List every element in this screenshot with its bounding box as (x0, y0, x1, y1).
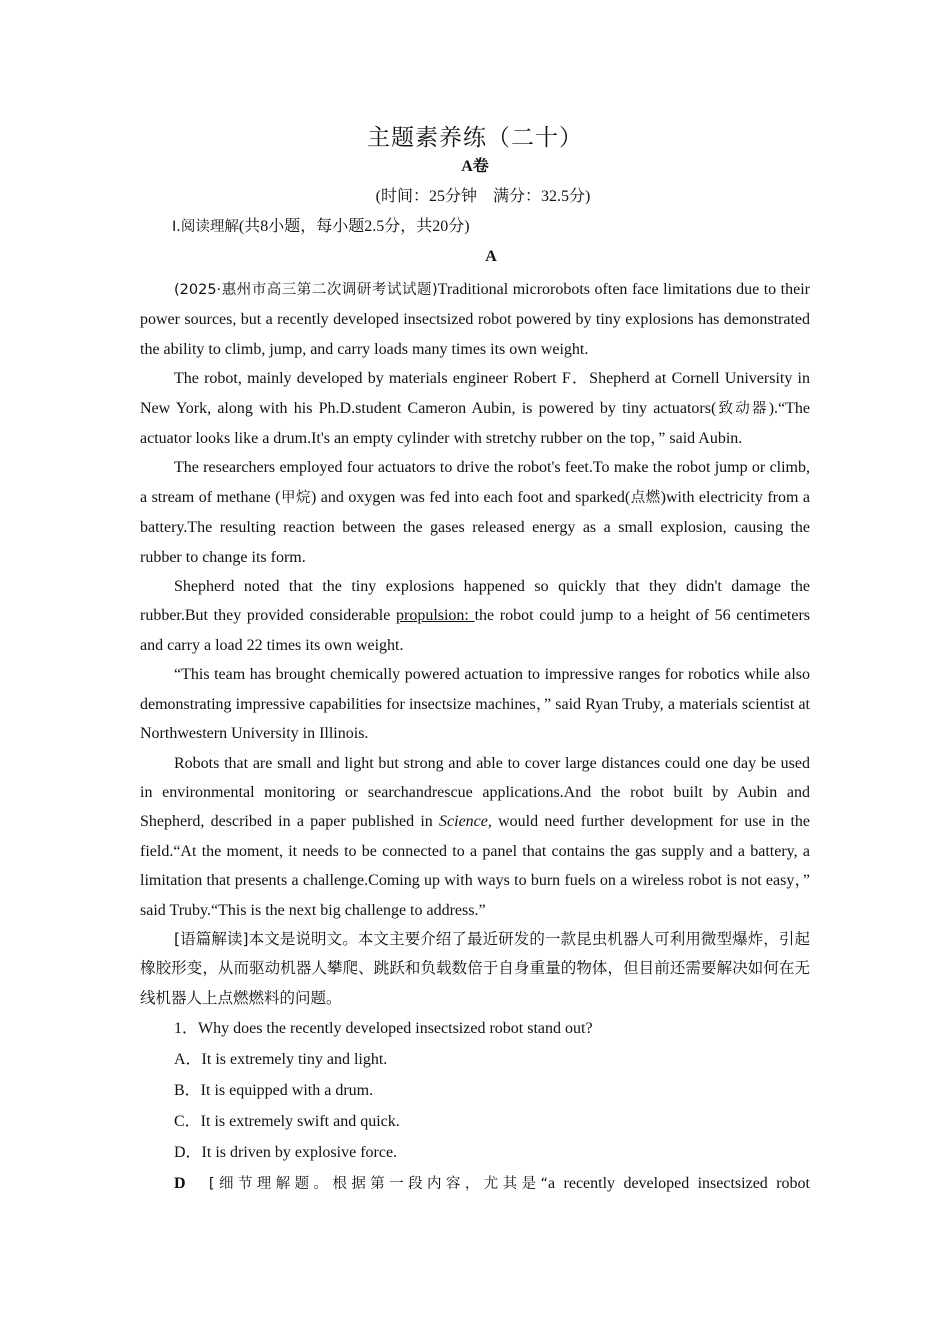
section-heading (140, 215, 810, 239)
paragraph-1-text: Traditional microrobots often face limitations due to their power sources, but a recently developed insectsized robot powered by tiny explosions has demonstrated the ability to climb, jump, and carry loads many times its own weight. (140, 281, 810, 358)
answer-explanation-en: a recently developed insectsized robot (548, 1175, 810, 1193)
time-and-score: (时间：25分钟 满分：32.5分) (375, 188, 591, 205)
paragraph-3-text-b: ) and oxygen was fed into each foot and sparked( (310, 488, 631, 506)
paragraph-4-text-a: Shepherd noted that the tiny explosions happened so quickly that they didn't damage the rubber.But they provided considerable (140, 578, 810, 625)
passage-paragraph-1 (140, 275, 810, 364)
paragraph-2-text-a: The robot, mainly developed by materials engineer Robert F．Shepherd at Cornell University in New York, along with his Ph.D.student Cameron Aubin, is powered by tiny actuators( (140, 370, 810, 417)
gloss-methane: 甲烷 (280, 489, 311, 506)
analysis-label: [语篇解读] (174, 929, 249, 948)
passage-paragraph-4 (140, 572, 810, 660)
underlined-word-propulsion: propulsion: (395, 607, 475, 625)
gloss-actuator: 致动器 (716, 400, 769, 417)
passage-paragraph-5: “This team has brought chemically powered actuation to impressive ranges for robotics while also demonstrating impressive capabilities for insectsize machines，” said Ryan Truby, a materials scientist at Northwestern University in Illinois. (140, 666, 810, 743)
section-detail: (共8小题，每小题2.5分，共20分) (238, 218, 470, 235)
page-title: 主题素养练（二十） (367, 125, 583, 151)
question-1-option-b: B．It is equipped with a drum. (174, 1082, 374, 1100)
passage-paragraph-3 (140, 453, 810, 572)
passage-paragraph-2 (140, 364, 810, 453)
volume-label: A卷 (461, 158, 489, 175)
paragraph-3-text-a: The researchers employed four actuators to drive the robot's feet.To make the robot jump or climb, a stream of methane ( (140, 459, 810, 506)
question-1-option-d: D．It is driven by explosive force. (174, 1144, 398, 1162)
question-1-option-a: A．It is extremely tiny and light. (174, 1051, 388, 1069)
gloss-sparked: 点燃 (630, 489, 661, 506)
paragraph-2-text-b: ).“The actuator looks like a drum.It's an empty cylinder with stretchy rubber on the top，” said Aubin. (140, 399, 811, 448)
section-label: Ⅰ.阅读理解 (172, 219, 239, 235)
paragraph-4-text-b: the robot could jump to a height of 56 centimeters and carry a load 22 times its own weight. (140, 607, 811, 654)
passage-source: (2025·惠州市高三第二次调研考试试题) (174, 282, 438, 298)
answer-explanation-cn: [细节理解题。根据第一段内容，尤其是“ (185, 1176, 548, 1193)
discourse-analysis (140, 925, 810, 1013)
passage-letter: A (485, 248, 497, 265)
paragraph-6-text-b: would need further development for use in the field.“At the moment, it needs to be connected to a panel that contains the gas supply and a battery, a limitation that presents a challenge.Coming up with ways to burn fuels on a wireless robot is not easy，” said Truby.“This is the next big challenge to address.” (140, 813, 810, 919)
question-1-option-c: C．It is extremely swift and quick. (174, 1113, 400, 1131)
journal-name: Science, (439, 813, 492, 831)
paragraph-6-text-a: Robots that are small and light but strong and able to cover large distances could one day be used in environmental monitoring or searchandrescue applications.And the robot built by Aubin and Shepherd, described in a paper published in (140, 754, 810, 831)
analysis-text: 本文是说明文。本文主要介绍了最近研发的一款昆虫机器人可利用微型爆炸，引起橡胶形变，从而驱动机器人攀爬、跳跃和负载数倍于自身重量的物体，但目前还需要解决如何在无线机器人上点燃燃料的问题。 (140, 929, 810, 1007)
passage-paragraph-6 (140, 749, 810, 925)
answer-letter: D (174, 1175, 186, 1193)
question-1-answer (140, 1168, 810, 1200)
paragraph-3-text-c: )with electricity from a battery.The resulting reaction between the gases released energy as a small explosion, causing the rubber to change its form. (140, 488, 811, 566)
question-1-stem: 1．Why does the recently developed insectsized robot stand out? (174, 1020, 593, 1038)
document-page (140, 118, 810, 1200)
